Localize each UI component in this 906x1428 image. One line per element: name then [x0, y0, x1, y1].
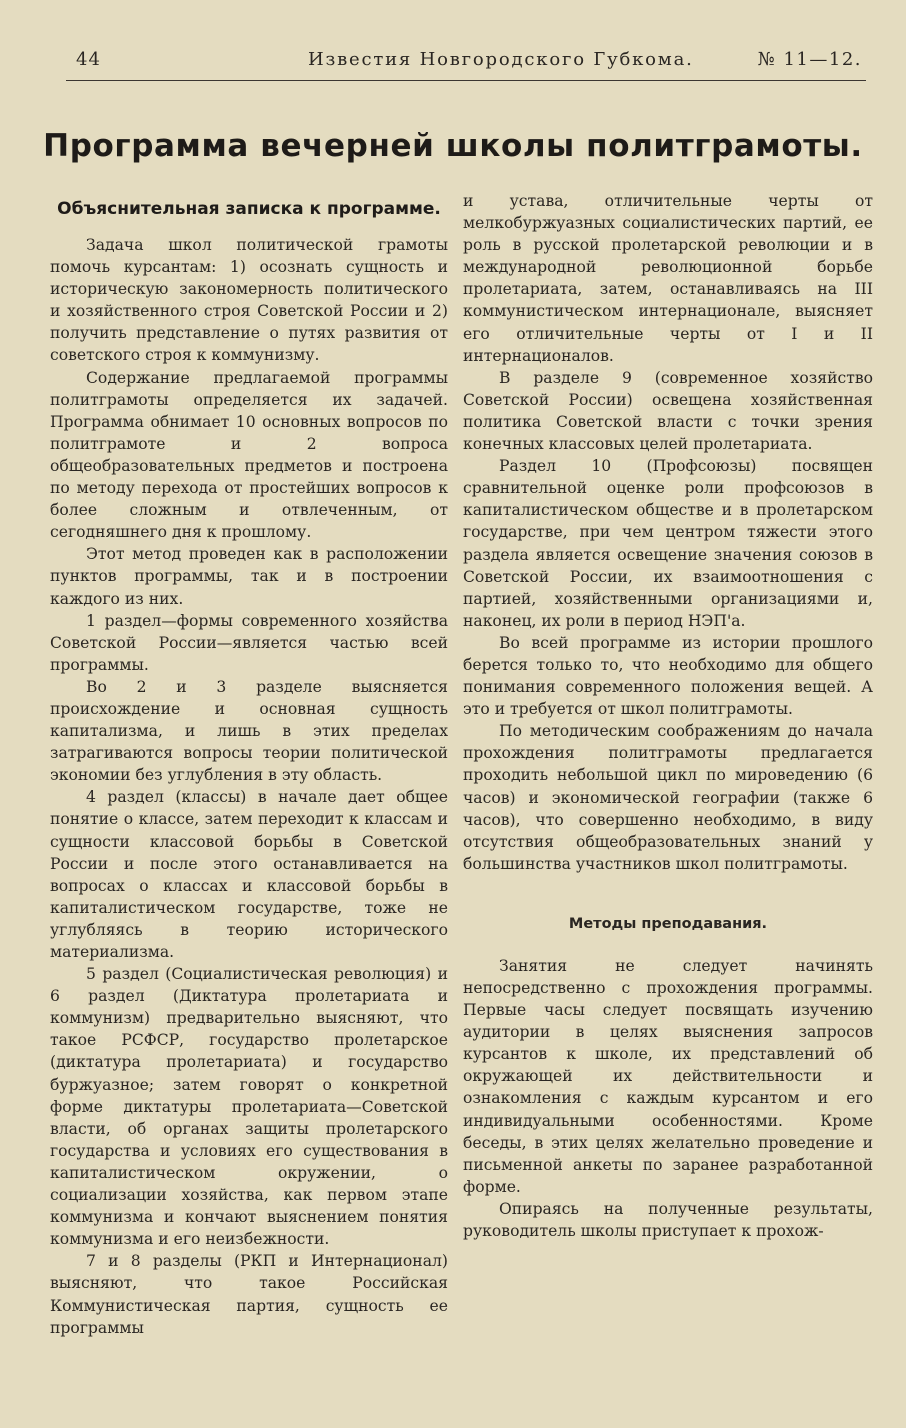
- paragraph: 7 и 8 разделы (РКП и Интернационал) выясняют, что такое Российская Коммунистическая партия, сущность ее программы: [50, 1252, 448, 1337]
- right-column: [463, 190, 873, 1242]
- issue-number: № 11—12.: [757, 49, 862, 70]
- paragraph: Раздел 10 (Профсоюзы) посвящен сравнительной оценке роли профсоюзов в капиталистическом обществе и в пролетарском государстве, при чем центром тяжести этого раздела является освещение значения союзов в Советской России, их взаимоотношения с партией, хозяйственными организациями и, наконец, их роли в период НЭП'а.: [463, 457, 873, 630]
- paragraph-continuation: и устава, отличительные черты от мелкобуржуазных социалистических партий, ее роль в русской пролетарской революции и в международной революционной борьбе пролетариата, затем, останавливаясь на III коммунистическом интернационале, выясняет его отличительные черты от I и II интернационалов.: [463, 192, 873, 365]
- header-rule: [66, 80, 866, 81]
- paragraph: Опираясь на полученные результаты, руководитель школы приступает к прохож-: [463, 1199, 873, 1241]
- paragraph: Содержание предлагаемой программы политграмоты определяется их задачей. Программа обнимает 10 основных вопросов по политграмоте и 2 вопроса общеобразовательных предметов и построена по методу перехода от простейших вопросов к более сложным и отвлеченным, от сегодняшнего дня к прошлому.: [50, 368, 448, 542]
- paragraph: Во всей программе из истории прошлого берется только то, что необходимо для общего понимания современного положения вещей. А это и требуется от школ политграмоты.: [463, 633, 873, 719]
- page-number: 44: [76, 49, 101, 70]
- paragraph: По методическим соображениям до начала прохождения политграмоты предлагается проходить небольшой цикл по мироведению (6 часов) и экономической географии (также 6 часов), что совершенно необходимо, в виду отсутствия общеобразовательных знаний у большинства участников школ политграмоты.: [463, 722, 873, 873]
- left-column: [50, 190, 448, 1339]
- paragraph: 4 раздел (классы) в начале дает общее понятие о классе, затем переходит к классам и сущности классовой борьбы в Советской России и после этого останавливается на вопросах о классах и классовой борьбы в капиталистическом государстве, тоже не углубляясь в теорию исторического материализма.: [50, 788, 448, 961]
- paragraph: Занятия не следует начинять непосредственно с прохождения программы. Первые часы следует посвящать изучению аудитории в целях выяснения запросов курсантов к школе, их представлений об окружающей их действительности и ознакомления с каждым курсантом и его индивидуальными особенностями. Кроме беседы, в этих целях желательно проведение и письменной анкеты по заранее разработанной форме.: [463, 956, 873, 1196]
- article-title: Программа вечерней школы политграмоты.: [43, 128, 863, 164]
- paragraph: Во 2 и 3 разделе выясняется происхождение и основная сущность капитализма, и лишь в этих пределах затрагиваются вопросы теории политической экономии без углубления в эту область.: [50, 677, 448, 785]
- section-title-teaching-methods: Методы преподавания.: [568, 915, 768, 932]
- running-title: Известия Новгородского Губкома.: [308, 49, 694, 70]
- paragraph: Этот метод проведен как в расположении пунктов программы, так и в построении каждого из них.: [50, 545, 448, 608]
- paragraph: В разделе 9 (современное хозяйство Советской России) освещена хозяйственная политика Советской власти с точки зрения конечных классовых целей пролетариата.: [463, 368, 873, 454]
- page-header: [60, 46, 868, 80]
- paragraph: Задача школ политической грамоты помочь курсантам: 1) осознать сущность и историческую закономерность политического и хозяйственного строя Советской России и 2) получить представление о путях развития от советского строя к коммунизму.: [50, 236, 448, 365]
- paragraph: 1 раздел—формы современного хозяйства Советской России—является частью всей программы.: [50, 611, 448, 674]
- paragraph: 5 раздел (Социалистическая революция) и 6 раздел (Диктатура пролетариата и коммунизм) предварительно выясняют, что такое РСФСР, государство пролетарское (диктатура пролетариата) и государство буржуазное; затем говорят о конкретной форме диктатуры пролетариата—Советской власти, об органах защиты пролетарского государства и условиях его существования в капиталистическом окружении, о социализации хозяйства, как первом этапе коммунизма и кончают выяснением понятия коммунизма и его неизбежности.: [50, 965, 448, 1249]
- section-title-explanatory-note: Объяснительная записка к программе.: [57, 199, 441, 219]
